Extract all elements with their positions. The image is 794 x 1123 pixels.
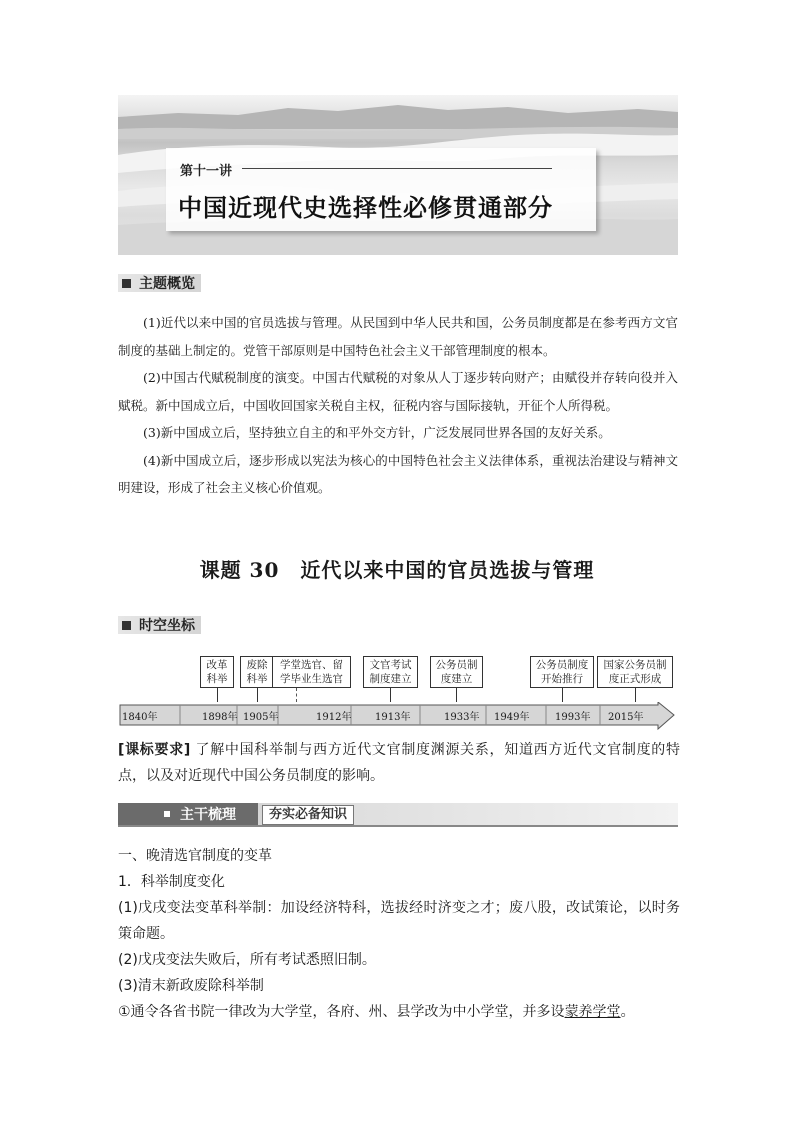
overview-text xyxy=(118,309,678,502)
timeline-connector xyxy=(456,688,457,702)
band-title-block xyxy=(118,803,258,825)
square-bullet-icon xyxy=(122,621,131,630)
main-content xyxy=(118,843,680,1025)
band-subtitle: 夯实必备知识 xyxy=(262,805,354,825)
content-subheading: 1．科举制度变化 xyxy=(118,874,225,890)
timeline-event: 公务员制 度建立 xyxy=(430,656,483,688)
timeline-year: 2015年 xyxy=(608,712,644,723)
underlined-term: 蒙养学堂 xyxy=(564,1004,621,1020)
timeline-year: 1905年 xyxy=(243,712,279,723)
timeline-event: 废除 科举 xyxy=(240,656,274,688)
requirement-text: 了解中国科举制与西方近代文官制度渊源关系，知道西方近代文官制度的特点，以及对近现代中国公务员制度的影响。 xyxy=(118,742,681,784)
timeline-connector xyxy=(296,688,297,702)
overview-paragraph: (4)新中国成立后，逐步形成以宪法为核心的中国特色社会主义法律体系，重视法治建设与精神文明建设，形成了社会主义核心价值观。 xyxy=(118,452,678,495)
overview-paragraph: (2)中国古代赋税制度的演变。中国古代赋税的对象从人丁逐步转向财产；由赋役并存转向役并入赋税。新中国成立后，中国收回国家关税自主权，征税内容与国际接轨，开征个人所得税。 xyxy=(118,370,678,413)
content-paragraph: (2)戊戌变法失败后，所有考试悉照旧制。 xyxy=(118,952,376,968)
timeline-connector xyxy=(635,688,636,702)
content-paragraph: (3)清末新政废除科举制 xyxy=(118,978,264,994)
overview-paragraph: (3)新中国成立后，坚持独立自主的和平外交方针，广泛发展同世界各国的友好关系。 xyxy=(143,425,611,440)
section-title: 主题概览 xyxy=(139,276,195,292)
square-bullet-icon xyxy=(164,811,170,817)
band-title: 主干梳理 xyxy=(180,807,236,823)
overview-paragraph: (1)近代以来中国的官员选拔与管理。从民国到中华人民共和国，公务员制度都是在参考西方文官制度的基础上制定的。党管干部原则是中国特色社会主义干部管理制度的根本。 xyxy=(118,315,678,358)
requirement-tag: [课标要求] xyxy=(118,742,191,758)
timeline-year: 1840年 xyxy=(122,712,158,723)
timeline-connector xyxy=(562,688,563,702)
lecture-title-card xyxy=(166,148,596,231)
timeline-event: 学堂选官、留 学毕业生选官 xyxy=(272,656,351,688)
content-paragraph: (1)戊戌变法变革科举制：加设经济特科，选拔经时济变之才；废八股，改试策论，以时务策命题。 xyxy=(118,900,680,942)
lecture-title: 中国近现代史选择性必修贯通部分 xyxy=(178,194,553,222)
timeline-year: 1949年 xyxy=(494,712,530,723)
divider-line xyxy=(242,168,552,169)
timeline-year: 1913年 xyxy=(375,712,411,723)
timeline-connector xyxy=(257,688,258,702)
main-section-band xyxy=(118,803,678,827)
timeline-year: 1912年 xyxy=(316,712,352,723)
square-bullet-icon xyxy=(122,279,131,288)
content-heading: 一、晚清选官制度的变革 xyxy=(118,848,272,864)
timeline-year: 1993年 xyxy=(555,712,591,723)
timeline-event: 国家公务员制 度正式形成 xyxy=(597,656,673,688)
timeline-event: 公务员制度 开始推行 xyxy=(530,656,594,688)
section-title: 时空坐标 xyxy=(139,618,195,634)
content-paragraph: ①通令各省书院一律改为大学堂，各府、州、县学改为中小学堂，并多设蒙养学堂。 xyxy=(118,1004,635,1020)
header-banner xyxy=(118,95,678,255)
timeline-connector xyxy=(217,688,218,702)
timeline-event: 文官考试 制度建立 xyxy=(363,656,418,688)
section-header-timeline xyxy=(118,616,201,634)
curriculum-requirement xyxy=(118,737,680,789)
section-header-overview xyxy=(118,274,201,292)
timeline-connector xyxy=(390,688,391,702)
timeline-year: 1933年 xyxy=(444,712,480,723)
timeline-year: 1898年 xyxy=(202,712,238,723)
lecture-number: 第十一讲 xyxy=(180,164,233,179)
lesson-title: 课题 30 近代以来中国的官员选拔与管理 xyxy=(199,558,595,582)
timeline-event: 改革 科举 xyxy=(200,656,234,688)
